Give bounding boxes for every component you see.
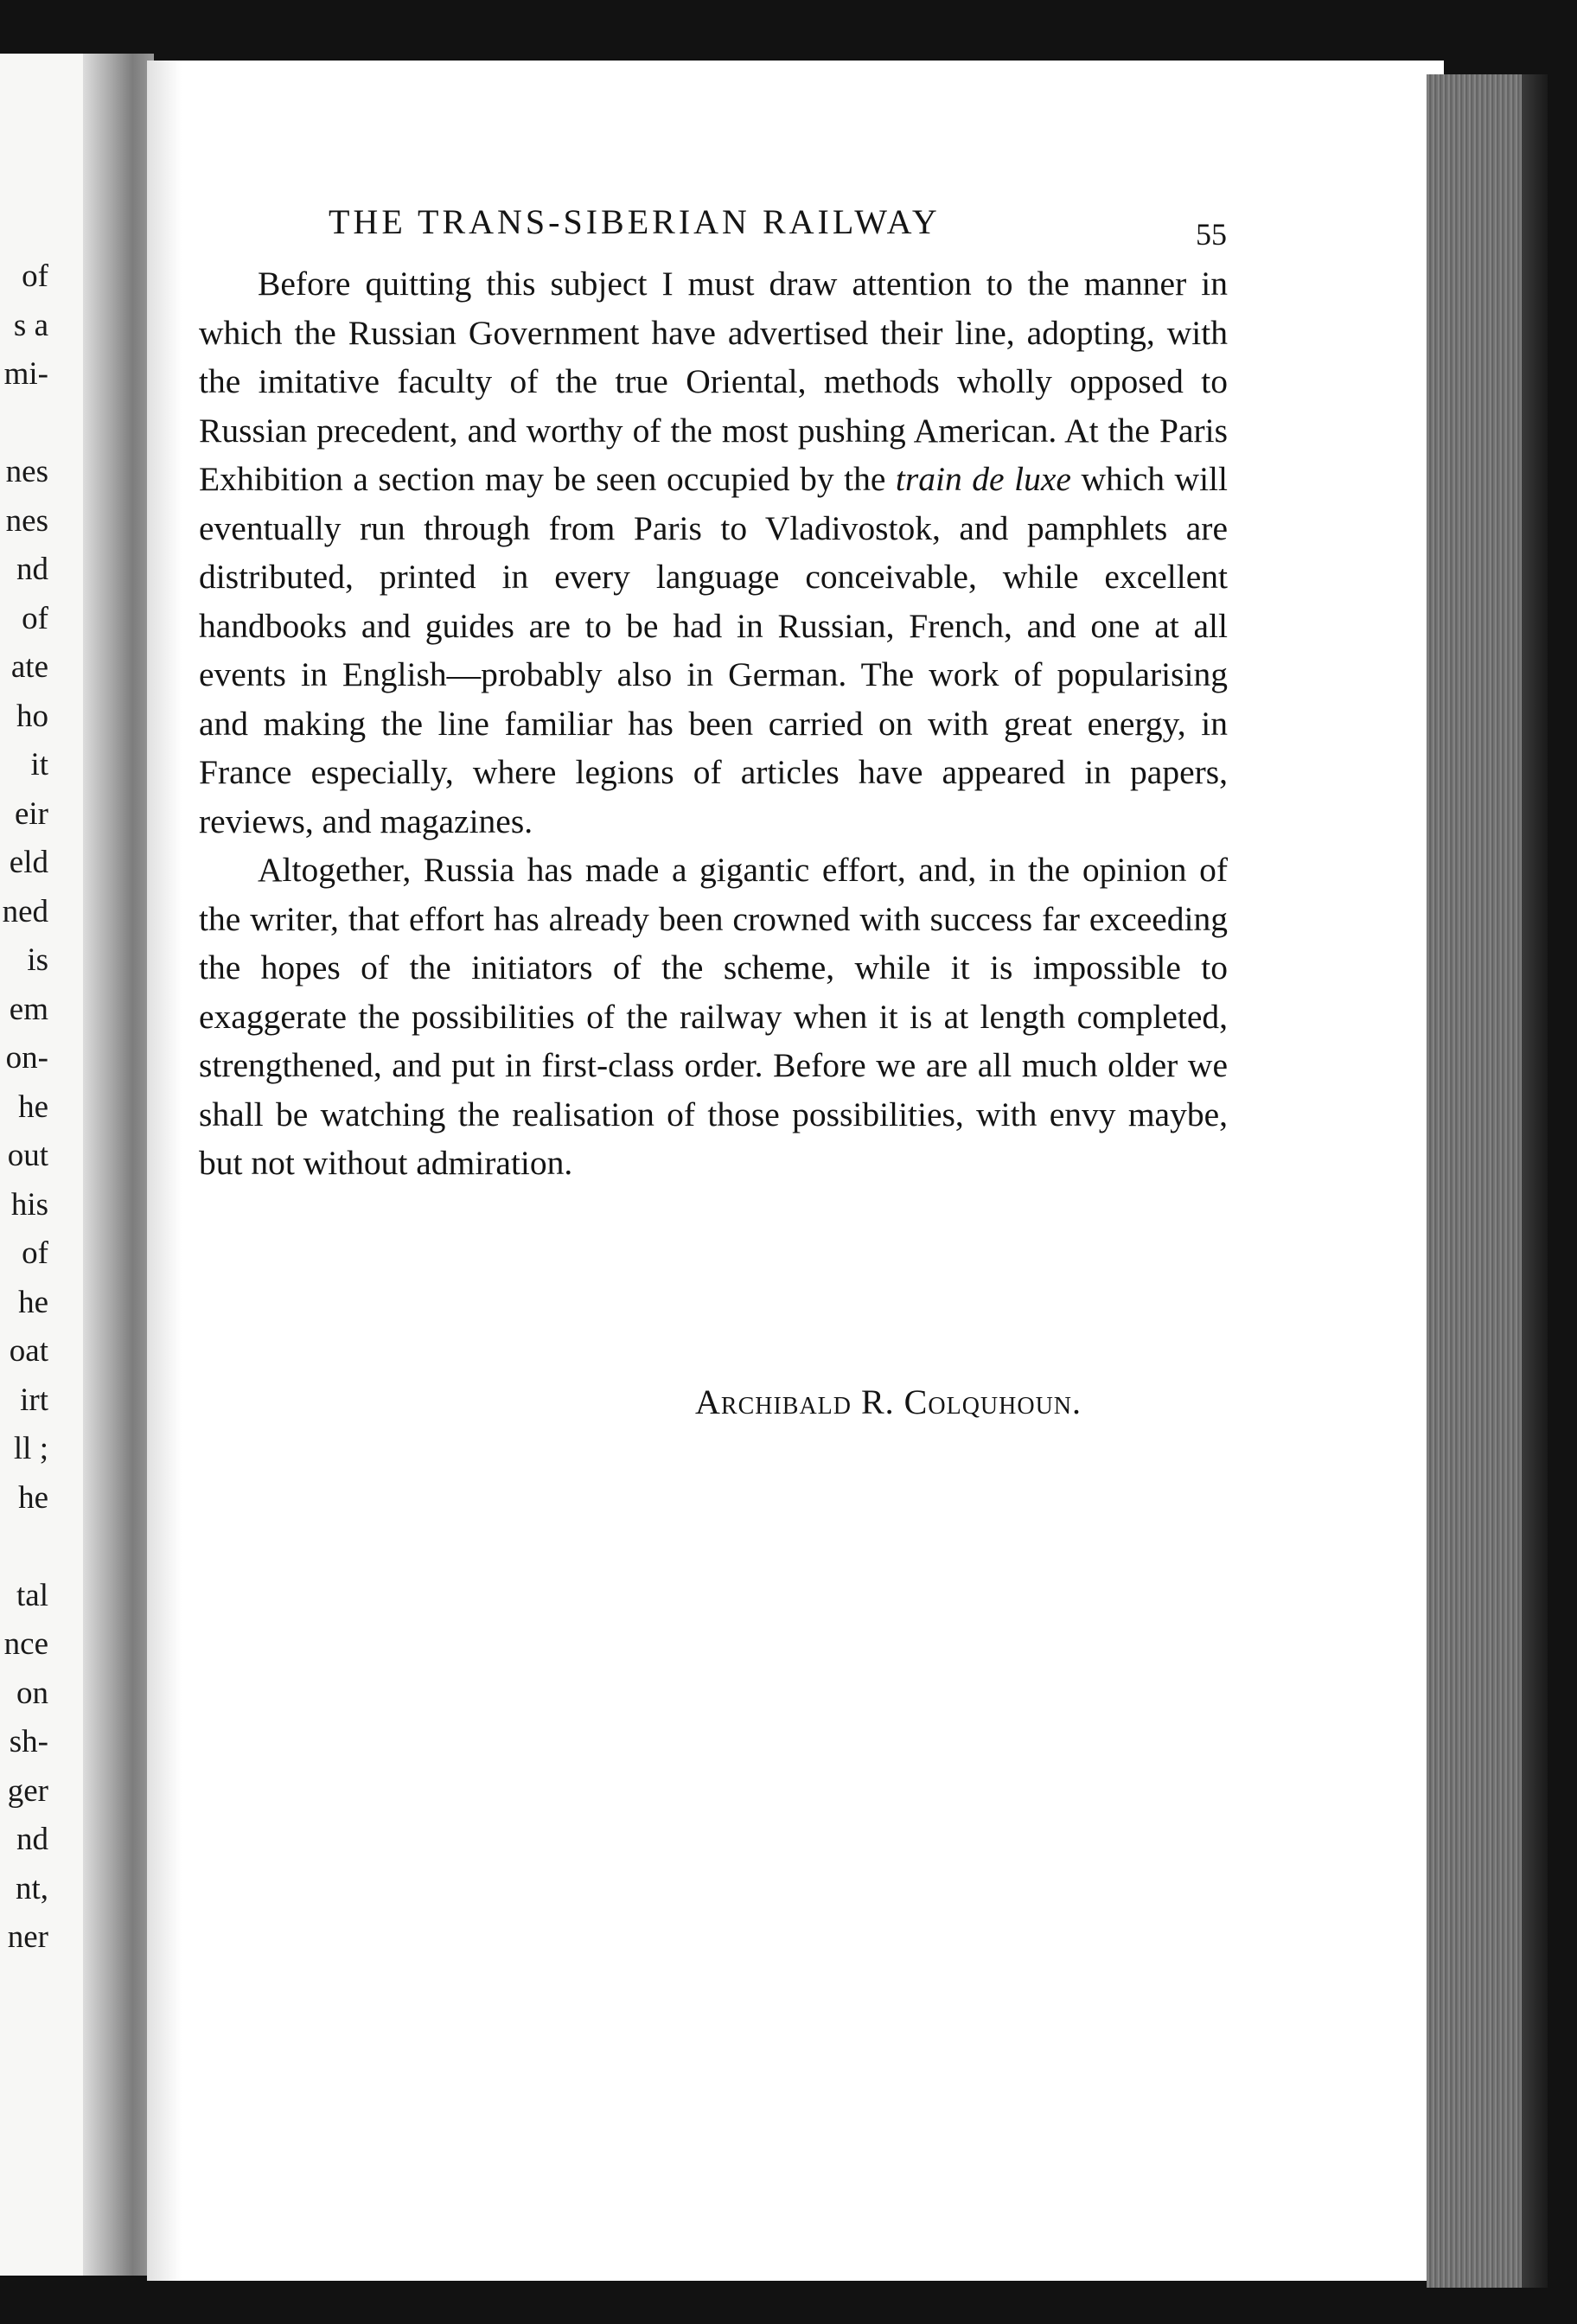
paragraph: Altogether, Russia has made a gigantic effort, and, in the opinion of the writer, that effort has already been crowned with success far exceeding the hopes of the initiators of the scheme, while it is impossible to exaggerate the possibilities of the railway when it is at length completed, strengthened, and put in first-class order. Before we are all much older we shall be watching the realisation of those possibilities, with envy maybe, but not without admiration. xyxy=(199,851,1228,1182)
left-page-line: of xyxy=(22,1235,48,1271)
left-page-line: he xyxy=(18,1089,48,1125)
book-gutter xyxy=(83,54,154,2276)
author-signature: Archibald R. Colquhoun. xyxy=(695,1382,1082,1421)
left-page-line: of xyxy=(22,259,48,294)
left-page-line: his xyxy=(10,1186,48,1223)
page-shadow xyxy=(147,61,182,2281)
left-page-line: nes xyxy=(5,502,48,539)
left-page-line: nd xyxy=(16,552,48,587)
left-page-line: ho xyxy=(16,698,48,734)
left-page-line: em xyxy=(9,991,48,1027)
left-page-line: sh- xyxy=(9,1724,48,1759)
left-page-line: oat xyxy=(9,1333,48,1369)
page-number: 55 xyxy=(1196,217,1227,252)
left-page-line: of xyxy=(22,600,48,636)
left-page-line: nt, xyxy=(15,1870,48,1906)
left-page-line: ger xyxy=(7,1772,48,1809)
left-page-line: is xyxy=(27,942,48,978)
paragraph xyxy=(199,259,1228,846)
left-page-line: nd xyxy=(16,1822,48,1857)
left-page-line: ned xyxy=(2,893,48,929)
left-page-line: mi- xyxy=(3,356,48,392)
left-page-text-fragments xyxy=(0,252,48,1963)
page-edges xyxy=(1427,74,1532,2288)
body-text xyxy=(199,259,1228,1188)
left-page-line: it xyxy=(30,747,48,782)
left-page-line: eld xyxy=(9,845,48,880)
left-page-line: on- xyxy=(5,1040,48,1076)
left-page-line: he xyxy=(18,1479,48,1516)
left-page-line: irt xyxy=(20,1382,48,1418)
left-page-line: tal xyxy=(16,1577,48,1613)
left-page-line: out xyxy=(7,1138,48,1173)
left-page-line: eir xyxy=(14,795,48,832)
left-page-line: nce xyxy=(3,1626,48,1662)
paragraph-text: which will eventually run through from Paris to Vladivostok, and pamphlets are distributed, printed in every language conceivable, while excellent handbooks and guides are to be had in Russian, French, and one at all events in English—probably also in German. The work of popularising and making the line familiar has been carried on with great energy, in France especially, where legions of articles have appeared in papers, reviews, and magazines. xyxy=(199,460,1228,840)
left-page-line xyxy=(0,1523,48,1572)
left-page-line xyxy=(0,399,48,449)
left-page-line: ate xyxy=(10,649,48,685)
italic-phrase: train de luxe xyxy=(895,460,1071,498)
running-head: THE TRANS-SIBERIAN RAILWAY xyxy=(329,202,941,241)
left-page-line: on xyxy=(16,1675,48,1711)
paragraph-text: Before quitting this subject I must draw attention to the manner in which the Russian Government have advertised their line, adopting, with the imitative faculty of the true Oriental, methods wholly opposed to Russian precedent, and worthy of the most pushing American. At the Paris Exhibition a section may be seen occupied by the xyxy=(199,265,1228,498)
left-page-line: ll ; xyxy=(13,1431,48,1466)
left-page-line: he xyxy=(18,1284,48,1320)
left-page-line: s a xyxy=(13,307,48,343)
left-page-line: ner xyxy=(7,1919,48,1955)
left-page-line: nes xyxy=(5,454,48,489)
book-cover-edge xyxy=(1522,74,1548,2288)
